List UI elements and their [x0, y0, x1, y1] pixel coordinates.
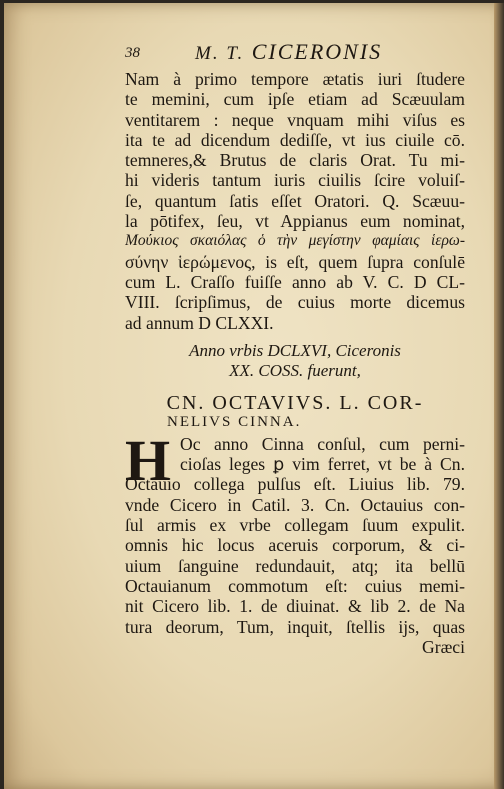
catchword: Græci [422, 636, 465, 657]
running-title-name: CICERONIS [251, 39, 383, 64]
body-line: uium ſanguine redundauit, atq; ita bellū [125, 555, 465, 576]
running-head [125, 39, 465, 69]
drop-cap-initial: H [125, 427, 171, 493]
body-line: ad annum D CLXXI. [125, 312, 274, 333]
body-line: tura deorum, Tum, inquit, ſtellis ijs, quas [125, 616, 465, 637]
body-line: ita te ad dicendum dediſſe, vt ius ciuile cō. [125, 129, 465, 150]
consuls-subheading: NELIVS CINNA. [167, 413, 302, 430]
body-line: te memini, cum ipſe etiam ad Scæuulam [125, 89, 465, 110]
body-line: cioſas leges ꝑ vim ferret, vt be à Cn. [180, 454, 465, 475]
body-line: Octauio collega pulſus eſt. Liuius lib. 79. [125, 474, 465, 495]
book-page [4, 3, 504, 789]
book-spine-edge [494, 3, 504, 789]
second-paragraph [125, 427, 465, 657]
greek-line: Μούκιος σκαιόλας ὁ τὴν μεγίστην φαμίαις ἱερω- [125, 232, 465, 250]
body-line: VIII. ſcripſimus, de cuius morte dicemus [125, 292, 465, 313]
body-line: omnis hic locus aceruis corporum, & ci- [125, 535, 465, 556]
body-line: cum L. Craſſo fuiſſe anno ab V. C. D CL- [125, 271, 465, 292]
body-line: ventitarem : neque vnquam mihi viſus es [125, 109, 465, 130]
text-block [125, 39, 465, 657]
body-line: temneres,& Brutus de claris Orat. Tu mi- [125, 150, 465, 171]
body-line: σύνην ἱερώμενος, is eſt, quem ſupra conſulē [125, 251, 465, 272]
year-note: Anno vrbis DCLXVI, Ciceronis [189, 340, 401, 360]
consuls-heading: CN. OCTAVIVS. L. COR- [166, 391, 424, 414]
year-note: XX. COSS. fuerunt, [229, 360, 361, 380]
first-paragraph [125, 69, 465, 333]
body-line: Oc anno Cinna conſul, cum perni- [180, 433, 465, 454]
running-title-prefix: M. T. [195, 43, 245, 64]
body-line: Octauianum commotum eſt: cuius memi- [125, 575, 465, 596]
body-line: la pōtifex, ſeu, vt Appianus eum nominat, [125, 211, 465, 232]
body-line: vnde Cicero in Catil. 3. Cn. Octauius con- [125, 494, 465, 515]
body-line: ſul armis ex vrbe collegam ſuum expulit. [125, 515, 465, 536]
page-number: 38 [125, 45, 140, 61]
body-line: nit Cicero lib. 1. de diuinat. & lib 2. de Na [125, 596, 465, 617]
running-title [195, 39, 382, 65]
body-line: Nam à primo tempore ætatis iuri ſtudere [125, 69, 465, 89]
body-line: hi videris tantum iuris ciuilis ſcire voluiſ- [125, 170, 465, 191]
body-line: ſe, quantum ſatis eſſet Oratori. Q. Scæuu- [125, 190, 465, 211]
